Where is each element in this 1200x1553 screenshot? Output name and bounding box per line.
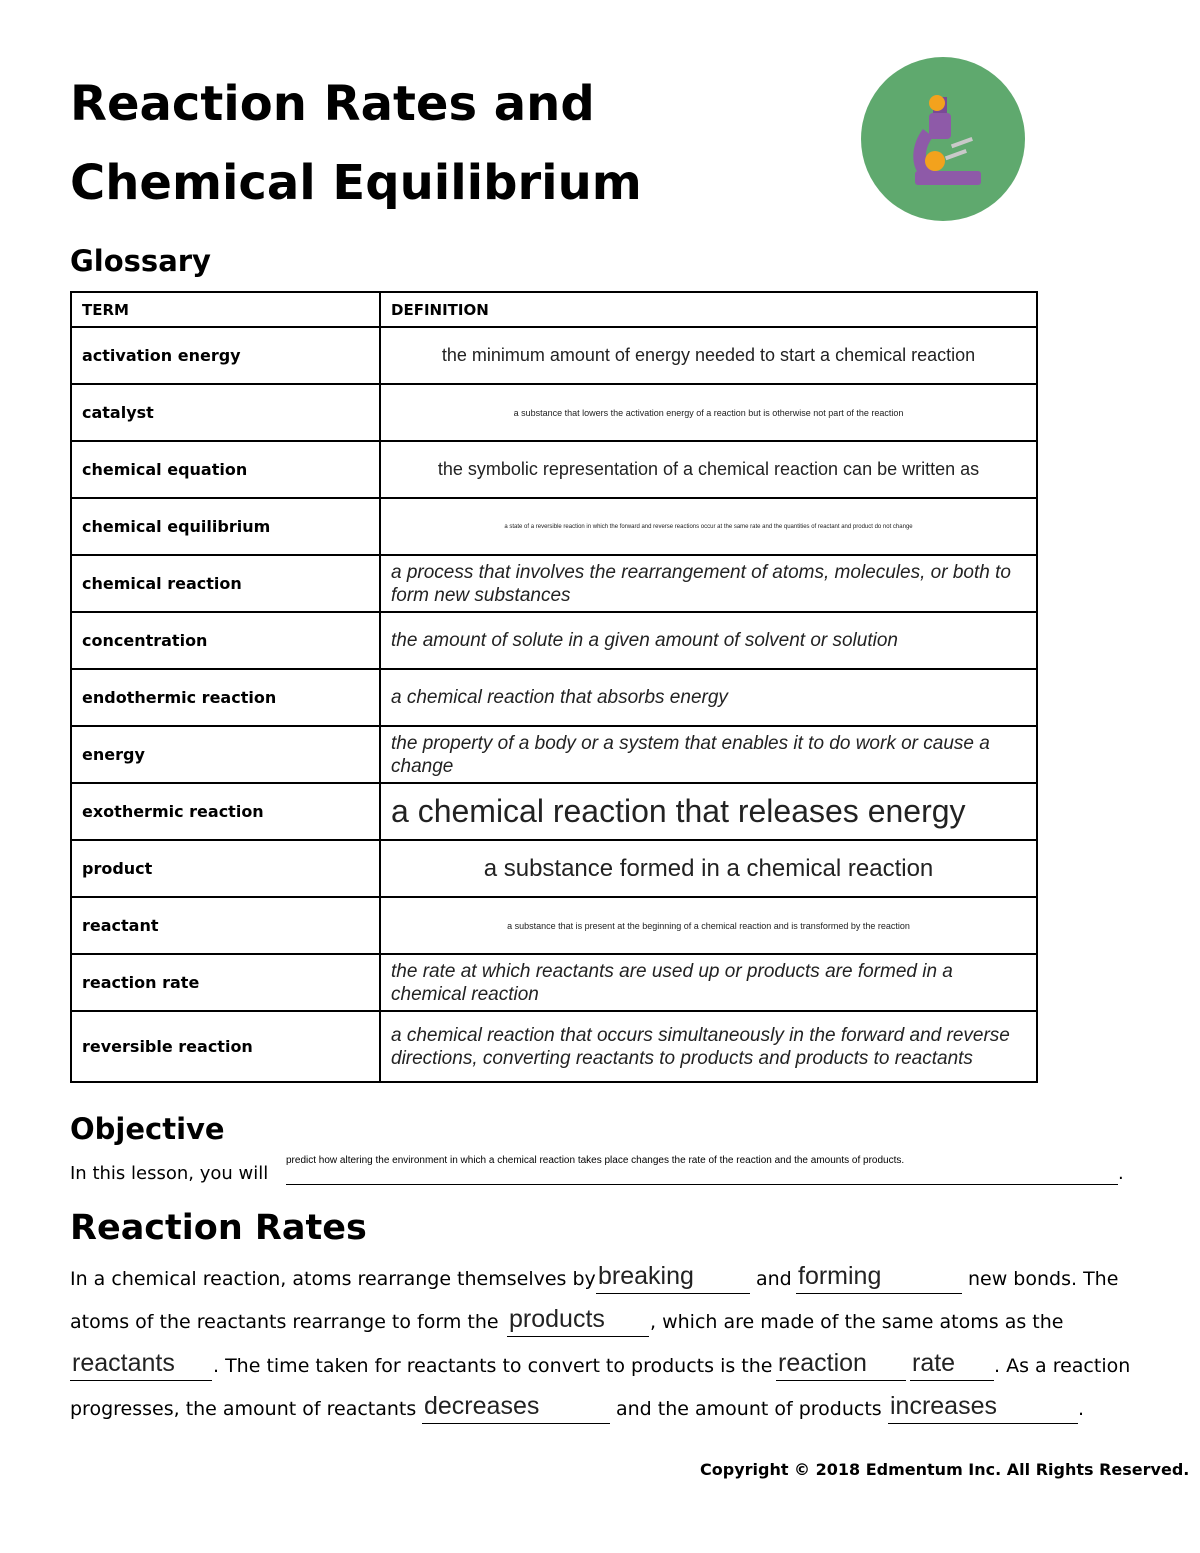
definition-column-header: DEFINITION bbox=[380, 292, 1037, 327]
definition-cell: the symbolic representation of a chemical reaction can be written as bbox=[380, 441, 1037, 498]
title-line-1: Reaction Rates and bbox=[70, 76, 595, 132]
definition-cell: the rate at which reactants are used up or products are formed in a chemical reaction bbox=[380, 954, 1037, 1011]
answer-text: products bbox=[509, 1305, 605, 1333]
document-title bbox=[70, 78, 642, 209]
answer-field-decreases[interactable] bbox=[422, 1387, 610, 1424]
definition-cell: a substance formed in a chemical reaction bbox=[380, 840, 1037, 897]
table-row bbox=[71, 669, 1037, 726]
paragraph-text: . As a reaction bbox=[994, 1355, 1131, 1377]
term-cell: chemical equation bbox=[71, 441, 380, 498]
definition-cell: the minimum amount of energy needed to start a chemical reaction bbox=[380, 327, 1037, 384]
microscope-icon bbox=[861, 57, 1025, 221]
answer-text: breaking bbox=[598, 1262, 694, 1290]
answer-field-breaking[interactable] bbox=[596, 1257, 750, 1294]
table-row bbox=[71, 954, 1037, 1011]
term-cell: chemical equilibrium bbox=[71, 498, 380, 555]
table-row bbox=[71, 897, 1037, 954]
definition-cell: the amount of solute in a given amount of solvent or solution bbox=[380, 612, 1037, 669]
term-cell: reversible reaction bbox=[71, 1011, 380, 1082]
glossary-heading: Glossary bbox=[70, 244, 211, 278]
table-row bbox=[71, 555, 1037, 612]
paragraph-text: and the amount of products bbox=[616, 1398, 882, 1420]
answer-field-forming[interactable] bbox=[796, 1257, 962, 1294]
glossary-table bbox=[70, 291, 1038, 1083]
definition-cell: a chemical reaction that occurs simultaneously in the forward and reverse directions, converting reactants to products and products to reactants bbox=[380, 1011, 1037, 1082]
answer-text: forming bbox=[798, 1262, 882, 1290]
answer-field-rate[interactable] bbox=[910, 1344, 994, 1381]
definition-cell: a substance that is present at the beginning of a chemical reaction and is transformed by the reaction bbox=[380, 897, 1037, 954]
paragraph-text: new bonds. The bbox=[968, 1268, 1119, 1290]
table-row bbox=[71, 1011, 1037, 1082]
answer-text: reactants bbox=[72, 1349, 175, 1377]
answer-field-products[interactable] bbox=[507, 1300, 649, 1337]
term-cell: concentration bbox=[71, 612, 380, 669]
table-row bbox=[71, 783, 1037, 840]
table-row bbox=[71, 384, 1037, 441]
term-cell: catalyst bbox=[71, 384, 380, 441]
objective-heading: Objective bbox=[70, 1112, 225, 1146]
glossary-header-row bbox=[71, 292, 1037, 327]
answer-field-reactants[interactable] bbox=[70, 1344, 212, 1381]
answer-field-increases[interactable] bbox=[888, 1387, 1078, 1424]
paragraph-text: progresses, the amount of reactants bbox=[70, 1398, 417, 1420]
objective-answer-field[interactable]: predict how altering the environment in which a chemical reaction takes place changes the rate of the reaction and the amounts of products. bbox=[286, 1155, 1118, 1185]
definition-cell: a chemical reaction that releases energy bbox=[380, 783, 1037, 840]
copyright-notice: Copyright © 2018 Edmentum Inc. All Rights Reserved. bbox=[700, 1460, 1190, 1479]
table-row bbox=[71, 612, 1037, 669]
title-line-2: Chemical Equilibrium bbox=[70, 155, 642, 211]
reaction-rates-heading: Reaction Rates bbox=[70, 1208, 367, 1248]
answer-text: rate bbox=[912, 1349, 956, 1377]
paragraph-text: and bbox=[756, 1268, 792, 1290]
term-cell: energy bbox=[71, 726, 380, 783]
definition-cell: a chemical reaction that absorbs energy bbox=[380, 669, 1037, 726]
objective-period: . bbox=[1118, 1163, 1124, 1184]
term-cell: reactant bbox=[71, 897, 380, 954]
term-cell: activation energy bbox=[71, 327, 380, 384]
paragraph-text: . bbox=[1078, 1398, 1085, 1420]
answer-field-reaction[interactable] bbox=[776, 1344, 906, 1381]
term-column-header: TERM bbox=[71, 292, 380, 327]
term-cell: endothermic reaction bbox=[71, 669, 380, 726]
table-row bbox=[71, 441, 1037, 498]
answer-text: reaction bbox=[778, 1349, 867, 1377]
table-row bbox=[71, 498, 1037, 555]
paragraph-text: In a chemical reaction, atoms rearrange themselves by bbox=[70, 1268, 596, 1290]
term-cell: chemical reaction bbox=[71, 555, 380, 612]
table-row bbox=[71, 726, 1037, 783]
table-row bbox=[71, 327, 1037, 384]
definition-cell: the property of a body or a system that enables it to do work or cause a change bbox=[380, 726, 1037, 783]
definition-cell: a process that involves the rearrangement of atoms, molecules, or both to form new substances bbox=[380, 555, 1037, 612]
answer-text: decreases bbox=[424, 1392, 540, 1420]
objective-lead: In this lesson, you will bbox=[70, 1163, 269, 1184]
paragraph-text: . The time taken for reactants to convert to products is the bbox=[213, 1355, 773, 1377]
term-cell: exothermic reaction bbox=[71, 783, 380, 840]
answer-text: increases bbox=[890, 1392, 997, 1420]
term-cell: reaction rate bbox=[71, 954, 380, 1011]
term-cell: product bbox=[71, 840, 380, 897]
table-row bbox=[71, 840, 1037, 897]
definition-cell: a state of a reversible reaction in which the forward and reverse reactions occur at the same rate and the quantities of reactant and product do not change bbox=[380, 498, 1037, 555]
paragraph-text: atoms of the reactants rearrange to form the bbox=[70, 1311, 499, 1333]
definition-cell: a substance that lowers the activation energy of a reaction but is otherwise not part of the reaction bbox=[380, 384, 1037, 441]
paragraph-text: , which are made of the same atoms as the bbox=[650, 1311, 1064, 1333]
